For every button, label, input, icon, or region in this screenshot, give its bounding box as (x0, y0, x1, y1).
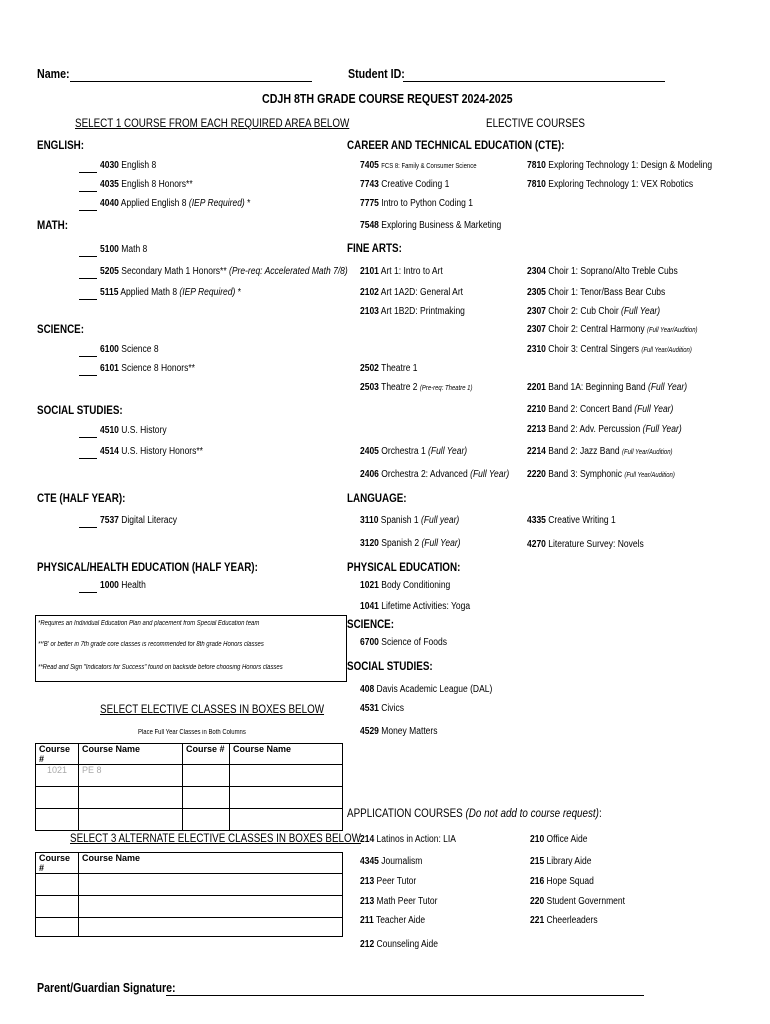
required-heading: SELECT 1 COURSE FROM EACH REQUIRED AREA BELOW (75, 116, 350, 130)
course-name: U.S. History Honors** (121, 446, 203, 457)
course-name: English 8 Honors** (121, 179, 193, 190)
course-item (100, 344, 159, 355)
course-item (360, 306, 465, 317)
course-number: 2304 (527, 266, 546, 277)
course-name: Exploring Business & Marketing (381, 220, 502, 231)
answer-blank[interactable] (79, 527, 97, 528)
table-cell[interactable] (79, 809, 183, 831)
course-item (527, 469, 675, 480)
course-number: 213 (360, 896, 375, 907)
elective-heading: ELECTIVE COURSES (486, 116, 585, 130)
course-name: Choir 1: Tenor/Bass Bear Cubs (548, 287, 666, 298)
course-name: Applied English 8 (120, 198, 189, 209)
course-item (527, 287, 665, 298)
course-note: (Full year) (420, 515, 460, 526)
course-item (530, 856, 591, 867)
course-number: 2502 (360, 363, 379, 374)
course-name: Band 3: Symphonic (548, 469, 625, 480)
course-item (360, 726, 437, 737)
course-number: 2103 (360, 306, 379, 317)
course-number: 4335 (527, 515, 546, 526)
course-number: 2102 (360, 287, 379, 298)
table-cell[interactable] (36, 918, 79, 937)
course-number: 5100 (100, 244, 119, 255)
course-item (360, 538, 461, 549)
note-honors-grade: **'B' or better in 7th grade core classes is recommended for 8th grade Honors classes (38, 641, 264, 648)
course-item (527, 404, 673, 415)
fine-arts-label: FINE ARTS: (347, 241, 402, 255)
course-item (360, 266, 443, 277)
course-item (100, 515, 177, 526)
course-name: Teacher Aide (375, 915, 426, 926)
course-item (530, 915, 598, 926)
course-item (100, 179, 193, 190)
table-cell[interactable] (79, 874, 343, 896)
course-number: 2201 (527, 382, 546, 393)
course-number: 2406 (360, 469, 379, 480)
course-item (100, 580, 146, 591)
course-name: Choir 3: Central Singers (548, 344, 642, 355)
course-item (360, 580, 450, 591)
course-item (527, 179, 693, 190)
course-item (100, 198, 250, 209)
course-number: 7743 (360, 179, 379, 190)
course-name: Orchestra 1 (381, 446, 429, 457)
answer-blank[interactable] (79, 210, 97, 211)
course-name: Art 1B2D: Printmaking (380, 306, 465, 317)
course-note: (IEP Required) (188, 198, 245, 209)
course-item (360, 515, 459, 526)
course-name: Theatre 2 (381, 382, 420, 393)
answer-blank[interactable] (79, 375, 97, 376)
course-number: 221 (530, 915, 545, 926)
course-item (100, 425, 167, 436)
note-iep: *Requires an Individual Education Plan and placement from Special Education team (38, 620, 260, 627)
course-number: 6101 (100, 363, 119, 374)
course-number: 215 (530, 856, 545, 867)
course-name: Creative Writing 1 (548, 515, 616, 526)
course-number: 213 (360, 876, 375, 887)
course-name: Art 1: Intro to Art (380, 266, 443, 277)
course-name: Spanish 2 (381, 538, 422, 549)
course-item (360, 915, 425, 926)
course-number: 2101 (360, 266, 379, 277)
name-label: Name: (37, 66, 70, 81)
math-label: MATH: (37, 218, 68, 232)
course-name: Student Government (546, 896, 625, 907)
course-name: Choir 2: Central Harmony (548, 324, 648, 335)
course-name: Spanish 1 (380, 515, 421, 526)
course-number: 6700 (360, 637, 379, 648)
course-name: Science 8 (121, 344, 159, 355)
science-elective-label: SCIENCE: (347, 617, 395, 631)
course-number: 4531 (360, 703, 379, 714)
course-name: Choir 2: Cub Choir (548, 306, 622, 317)
course-item (527, 539, 644, 550)
course-item (527, 160, 712, 171)
signature-label: Parent/Guardian Signature: (37, 980, 176, 995)
table-cell[interactable] (79, 896, 343, 918)
table-row (36, 874, 343, 896)
course-name: Secondary Math 1 Honors** (121, 266, 230, 277)
course-number: 2213 (527, 424, 546, 435)
answer-blank[interactable] (79, 299, 97, 300)
course-name: Exploring Technology 1: VEX Robotics (548, 179, 694, 190)
table-cell[interactable] (36, 896, 79, 918)
course-number: 4345 (360, 856, 379, 867)
course-item (360, 469, 509, 480)
signature-field[interactable] (166, 995, 644, 996)
course-item (360, 684, 492, 695)
table-cell[interactable] (36, 874, 79, 896)
table-row (36, 896, 343, 918)
course-item (527, 324, 698, 335)
course-item (530, 834, 588, 845)
course-number: 2310 (527, 344, 546, 355)
answer-blank[interactable] (79, 458, 97, 459)
course-note: (Full Year/Audition) (624, 472, 675, 479)
alternate-boxes-heading: SELECT 3 ALTERNATE ELECTIVE CLASSES IN BOXES BELOW (70, 831, 361, 845)
student-id-field[interactable] (403, 81, 665, 82)
language-label: LANGUAGE: (347, 491, 407, 505)
course-note: (Pre-req: Accelerated Math 7/8) (229, 266, 348, 277)
name-field[interactable] (70, 81, 312, 82)
answer-blank[interactable] (79, 191, 97, 192)
course-name: Band 2: Adv. Percussion (548, 424, 643, 435)
alt-col-course-num: Course # (36, 853, 79, 874)
course-note-marker: * (235, 287, 242, 298)
col-course-num: Course # (36, 744, 79, 765)
course-name: Money Matters (381, 726, 438, 737)
page-title: CDJH 8TH GRADE COURSE REQUEST 2024-2025 (262, 91, 513, 106)
pe-elective-label: PHYSICAL EDUCATION: (347, 560, 461, 574)
course-number: 3110 (360, 515, 379, 526)
course-name: Health (121, 580, 146, 591)
table-cell[interactable] (183, 787, 230, 809)
course-name: English 8 (121, 160, 157, 171)
course-item (100, 266, 348, 277)
course-item (527, 266, 678, 277)
course-name: Science 8 Honors** (121, 363, 195, 374)
course-item (100, 287, 241, 298)
course-name: Journalism (381, 856, 423, 867)
answer-blank[interactable] (79, 172, 97, 173)
course-name: Art 1A2D: General Art (380, 287, 464, 298)
course-item (360, 601, 470, 612)
alternate-table (35, 852, 343, 937)
course-number: 7537 (100, 515, 119, 526)
course-name: Creative Coding 1 (381, 179, 450, 190)
course-name: Band 2: Concert Band (548, 404, 635, 415)
course-number: 214 (360, 834, 375, 845)
course-item (100, 244, 147, 255)
course-note: (Pre-req: Theatre 1) (419, 385, 473, 392)
course-name: Science of Foods (381, 637, 447, 648)
course-number: 5115 (100, 287, 119, 298)
table-cell[interactable] (230, 787, 343, 809)
course-note: (Full Year) (421, 538, 461, 549)
course-number: 4514 (100, 446, 119, 457)
notes-box (35, 615, 347, 682)
course-item (360, 637, 447, 648)
course-name: Intro to Python Coding 1 (381, 198, 473, 209)
elective-boxes-heading: SELECT ELECTIVE CLASSES IN BOXES BELOW (100, 702, 325, 716)
course-number: 4040 (100, 198, 119, 209)
course-note: (Full Year) (621, 306, 661, 317)
course-item (360, 179, 449, 190)
table-row (36, 809, 343, 831)
course-item (100, 446, 203, 457)
science-label: SCIENCE: (37, 322, 85, 336)
course-note: (Full Year) (634, 404, 674, 415)
course-number: 7810 (527, 179, 546, 190)
course-name: Digital Literacy (121, 515, 178, 526)
course-note: (Full Year) (648, 382, 688, 393)
course-name: Orchestra 2: Advanced (381, 469, 471, 480)
course-item (360, 287, 463, 298)
course-item (360, 876, 416, 887)
course-number: 212 (360, 939, 375, 950)
course-item (360, 363, 418, 374)
table-row (36, 918, 343, 937)
course-item (527, 446, 672, 457)
prefill-course-name[interactable]: PE 8 (79, 765, 183, 787)
course-number: 2220 (527, 469, 546, 480)
course-number: 1021 (360, 580, 379, 591)
course-name: Civics (381, 703, 404, 714)
course-number: 7405 (360, 160, 379, 171)
table-cell[interactable] (230, 765, 343, 787)
course-number: 2405 (360, 446, 379, 457)
course-item (360, 160, 477, 171)
course-item (360, 834, 456, 845)
course-name: Hope Squad (546, 876, 594, 887)
social-studies-label: SOCIAL STUDIES: (37, 403, 123, 417)
course-name: U.S. History (121, 425, 167, 436)
course-item (527, 344, 692, 355)
course-name: Body Conditioning (381, 580, 451, 591)
table-cell[interactable] (36, 787, 79, 809)
course-item (100, 160, 156, 171)
course-name: Band 1A: Beginning Band (548, 382, 649, 393)
course-note: (Full Year) (428, 446, 468, 457)
application-label-text: APPLICATION COURSES (347, 806, 466, 820)
course-note: (Full Year) (470, 469, 510, 480)
course-number: 210 (530, 834, 545, 845)
course-name: FCS 8: Family & Consumer Science (381, 163, 477, 170)
course-note: (Full Year) (642, 424, 682, 435)
table-cell[interactable] (183, 809, 230, 831)
answer-blank[interactable] (79, 256, 97, 257)
course-item (530, 876, 594, 887)
course-name: Latinos in Action: LIA (376, 834, 456, 845)
course-number: 7548 (360, 220, 379, 231)
course-number: 2503 (360, 382, 379, 393)
course-name: Counseling Aide (376, 939, 438, 950)
application-note: (Do not add to course request) (465, 806, 599, 820)
course-number: 1000 (100, 580, 119, 591)
course-name: Davis Academic League (DAL) (376, 684, 493, 695)
course-number: 216 (530, 876, 545, 887)
course-item (360, 896, 437, 907)
cte-elective-label: CAREER AND TECHNICAL EDUCATION (CTE): (347, 138, 565, 152)
course-name: Office Aide (546, 834, 588, 845)
application-label (347, 806, 602, 820)
course-number: 2307 (527, 324, 546, 335)
alt-col-course-name: Course Name (79, 853, 343, 874)
course-item (530, 896, 625, 907)
course-number: 408 (360, 684, 375, 695)
course-number: 220 (530, 896, 545, 907)
table-cell[interactable] (230, 809, 343, 831)
course-number: 4030 (100, 160, 119, 171)
course-item (527, 424, 682, 435)
answer-blank[interactable] (79, 278, 97, 279)
course-name: Math 8 (121, 244, 148, 255)
answer-blank[interactable] (79, 356, 97, 357)
social-elective-label: SOCIAL STUDIES: (347, 659, 433, 673)
prefill-course-num[interactable]: 1021 (36, 765, 79, 787)
course-number: 4529 (360, 726, 379, 737)
course-name: Exploring Technology 1: Design & Modeling (548, 160, 713, 171)
table-cell[interactable] (36, 809, 79, 831)
course-number: 4510 (100, 425, 119, 436)
cte-label: CTE (HALF YEAR): (37, 491, 126, 505)
course-number: 5205 (100, 266, 119, 277)
course-number: 7775 (360, 198, 379, 209)
course-item (360, 382, 472, 393)
course-name: Applied Math 8 (120, 287, 180, 298)
elective-table (35, 743, 343, 831)
course-name: Choir 1: Soprano/Alto Treble Cubs (548, 266, 678, 277)
course-number: 211 (360, 915, 374, 926)
course-note: (Full Year/Audition) (647, 327, 698, 334)
table-cell[interactable] (183, 765, 230, 787)
course-number: 1041 (360, 601, 379, 612)
course-item (527, 515, 616, 526)
course-number: 2214 (527, 446, 546, 457)
course-number: 4035 (100, 179, 119, 190)
table-row (36, 765, 343, 787)
course-number: 3120 (360, 538, 379, 549)
course-item (527, 306, 660, 317)
col-course-num-2: Course # (183, 744, 230, 765)
course-name: Library Aide (546, 856, 592, 867)
course-note: (IEP Required) (179, 287, 236, 298)
course-name: Math Peer Tutor (376, 896, 438, 907)
english-label: ENGLISH: (37, 138, 85, 152)
pe-health-label: PHYSICAL/HEALTH EDUCATION (HALF YEAR): (37, 560, 258, 574)
col-course-name: Course Name (79, 744, 183, 765)
course-item (527, 382, 687, 393)
course-item (360, 446, 467, 457)
course-number: 2210 (527, 404, 546, 415)
table-cell[interactable] (79, 787, 183, 809)
course-item (360, 220, 501, 231)
course-item (360, 703, 404, 714)
table-cell[interactable] (79, 918, 343, 937)
course-item (360, 198, 473, 209)
course-name: Peer Tutor (376, 876, 417, 887)
course-note: (Full Year/Audition) (622, 449, 673, 456)
course-number: 2305 (527, 287, 546, 298)
course-name: Theatre 1 (381, 363, 418, 374)
application-label-tail: : (598, 806, 602, 820)
course-number: 7810 (527, 160, 546, 171)
course-number: 2307 (527, 306, 546, 317)
course-note: (Full Year/Audition) (641, 347, 692, 354)
col-course-name-2: Course Name (230, 744, 343, 765)
elective-boxes-subheading: Place Full Year Classes in Both Columns (138, 729, 246, 736)
course-name: Cheerleaders (546, 915, 598, 926)
answer-blank[interactable] (79, 592, 97, 593)
course-note-marker: * (244, 198, 251, 209)
table-row (36, 787, 343, 809)
course-number: 4270 (527, 539, 546, 550)
course-item (100, 363, 195, 374)
course-name: Literature Survey: Novels (548, 539, 644, 550)
course-name: Band 2: Jazz Band (548, 446, 623, 457)
answer-blank[interactable] (79, 437, 97, 438)
course-item (360, 939, 438, 950)
course-name: Lifetime Activities: Yoga (381, 601, 471, 612)
note-indicators: **Read and Sign "Indicators for Success" found on backside before choosing Honors classes (38, 664, 283, 671)
course-item (360, 856, 422, 867)
course-number: 6100 (100, 344, 119, 355)
student-id-label: Student ID: (348, 66, 405, 81)
